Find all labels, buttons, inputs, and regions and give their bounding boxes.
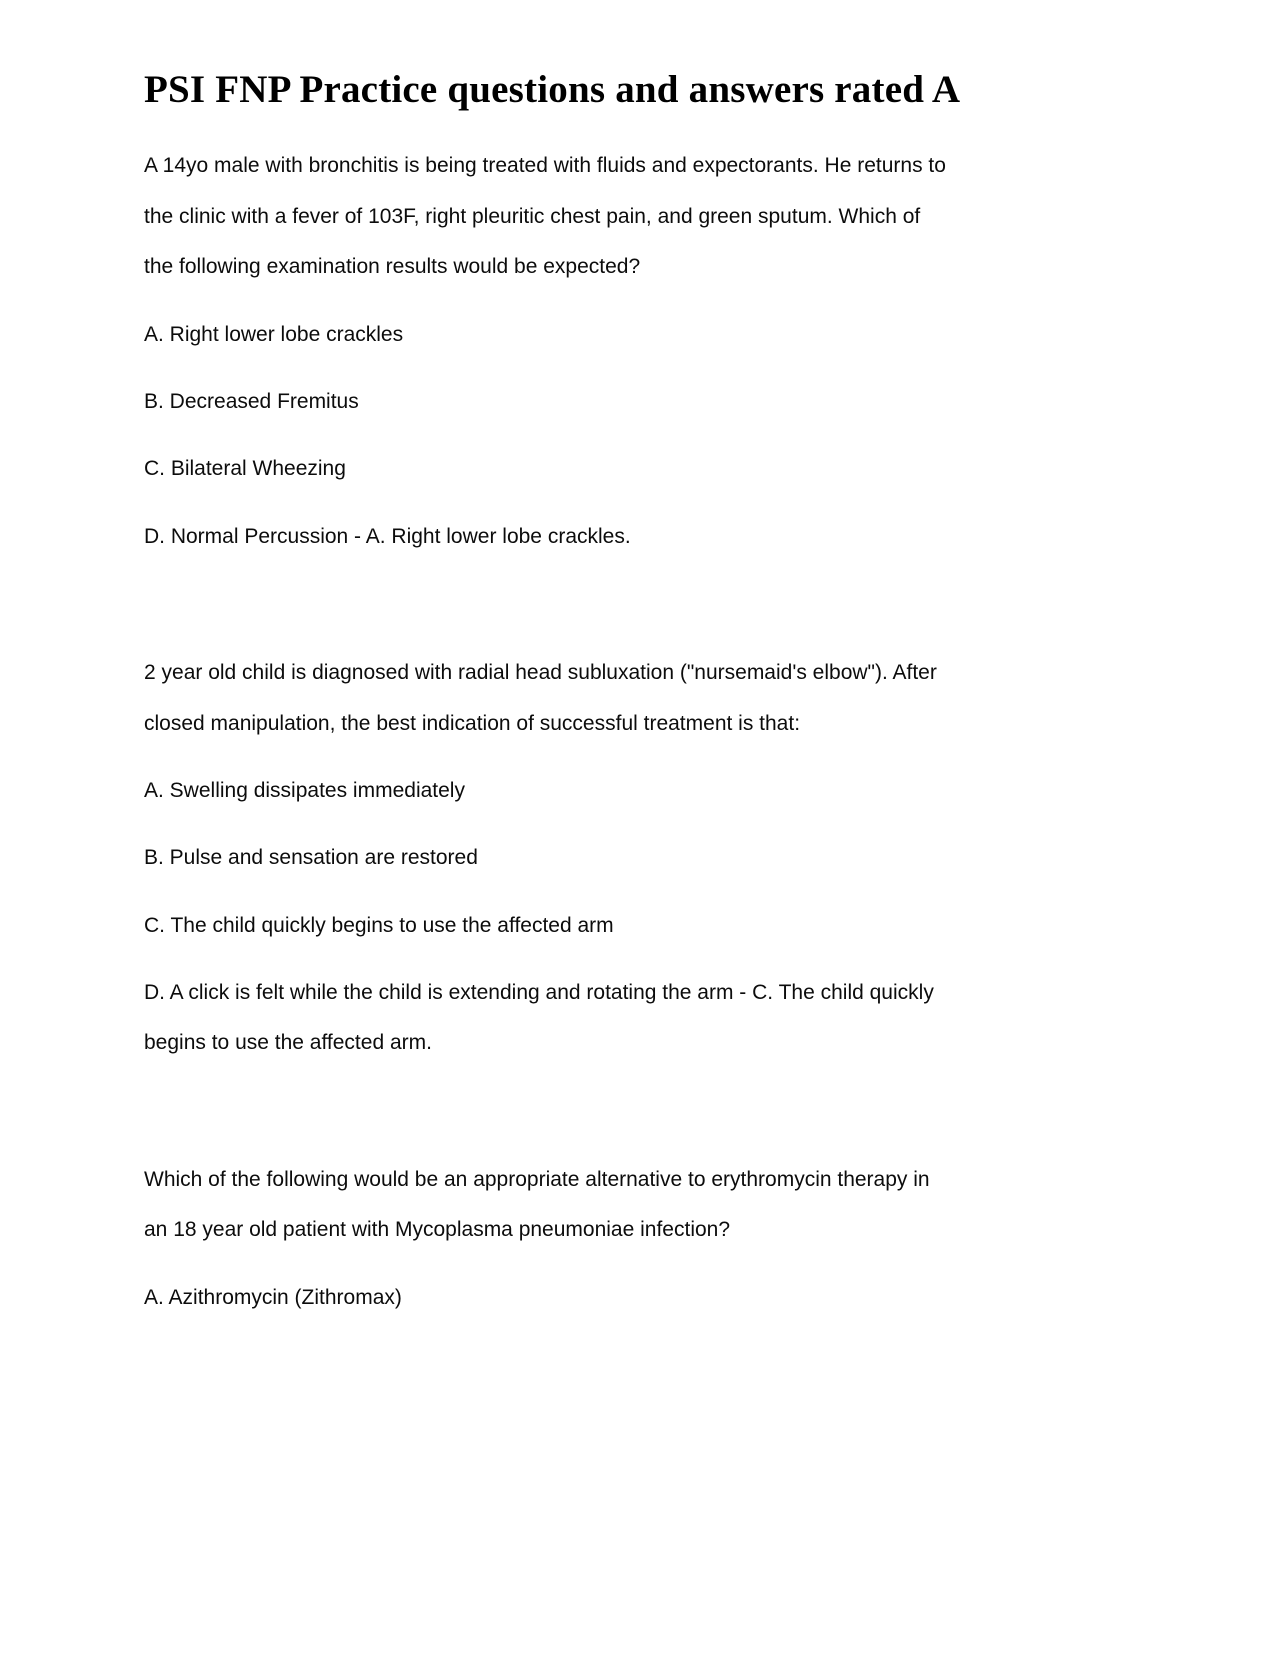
question-prompt: 2 year old child is diagnosed with radial head subluxation ("nursemaid's elbow"). After closed manipulation, the best indication of successful treatment is that: bbox=[144, 661, 937, 735]
answer-option-b: B. Decreased Fremitus bbox=[144, 389, 359, 413]
question-prompt: A 14yo male with bronchitis is being treated with fluids and expectorants. He returns to the clinic with a fever of 103F, right pleuritic chest pain, and green sputum. Which of the following examination results would be expected? bbox=[144, 154, 946, 279]
answer-option-a: A. Right lower lobe crackles bbox=[144, 322, 404, 346]
answer-option-a: A. Swelling dissipates immediately bbox=[144, 778, 465, 802]
answer-option-d: D. A click is felt while the child is extending and rotating the arm - C. The child quickly begins to use the affected arm. bbox=[144, 981, 934, 1055]
answer-option-d: D. Normal Percussion - A. Right lower lobe crackles. bbox=[144, 524, 631, 548]
question-block-2 bbox=[144, 648, 949, 1069]
question-block-1 bbox=[144, 141, 949, 562]
question-block-3 bbox=[144, 1155, 949, 1323]
answer-option-c: C. Bilateral Wheezing bbox=[144, 457, 346, 481]
answer-option-a: A. Azithromycin (Zithromax) bbox=[144, 1285, 402, 1309]
answer-option-c: C. The child quickly begins to use the affected arm bbox=[144, 913, 614, 937]
question-prompt: Which of the following would be an appropriate alternative to erythromycin therapy in an 18 year old patient with Mycoplasma pneumoniae infection? bbox=[144, 1167, 930, 1242]
answer-option-b: B. Pulse and sensation are restored bbox=[144, 846, 478, 870]
page-title: PSI FNP Practice questions and answers rated A bbox=[144, 68, 961, 111]
